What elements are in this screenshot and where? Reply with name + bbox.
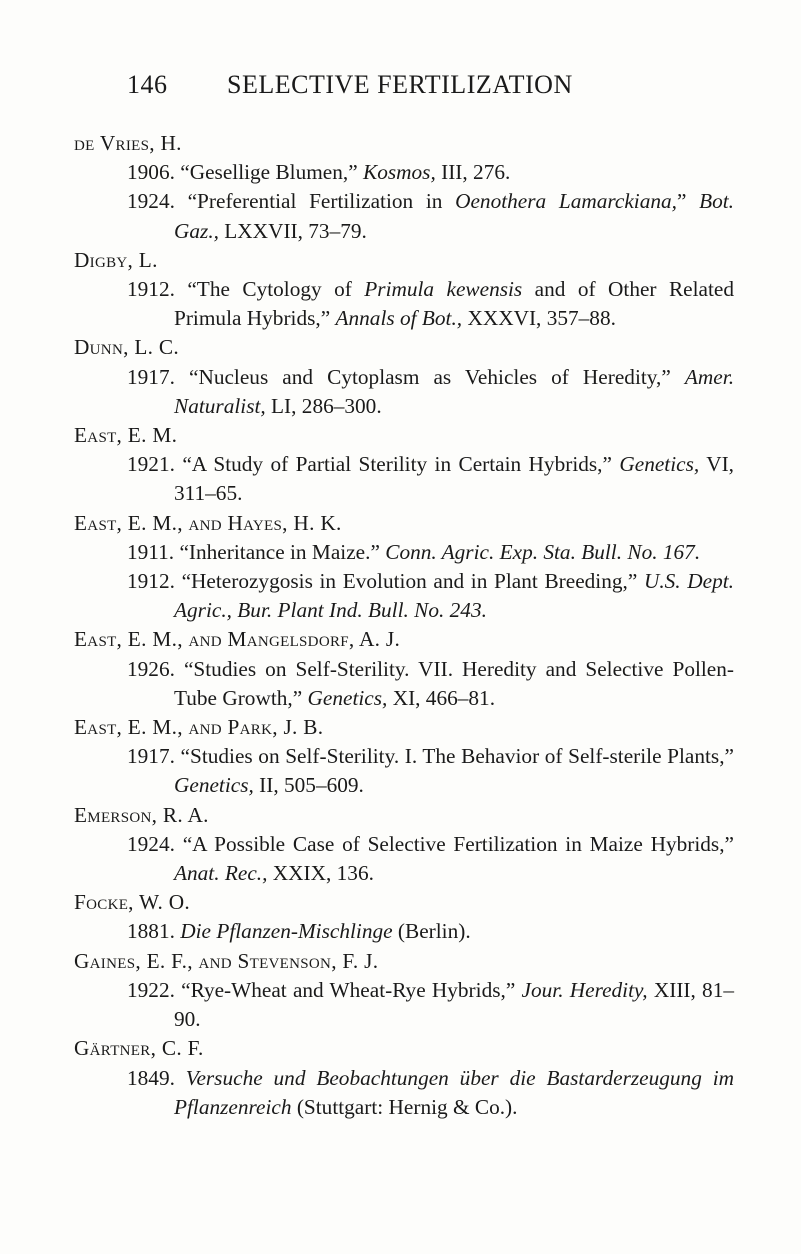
bibliography-entry: 1924. “A Possible Case of Selective Fertilization in Maize Hybrids,” Anat. Rec., XXIX, 136. [127, 831, 735, 886]
author-heading: East, E. M., and Park, J. B. [74, 715, 324, 740]
bibliography-entry: 1849. Versuche und Beobachtungen über die Bastarderzeugung im Pflanzenreich (Stuttgart: Hernig & Co.). [127, 1065, 734, 1119]
running-title: SELECTIVE FERTILIZATION [227, 70, 573, 99]
author-heading: Focke, W. O. [74, 890, 191, 915]
author-heading: East, E. M., and Mangelsdorf, A. J. [74, 627, 401, 652]
bibliography-entry: 1921. “A Study of Partial Sterility in Certain Hybrids,” Genetics, VI, 311–65. [127, 452, 734, 506]
bibliography-entry: 1924. “Preferential Fertilization in Oenothera Lamarckiana,” Bot. Gaz., LXXVII, 73–79. [127, 189, 735, 243]
author-heading: East, E. M., and Hayes, H. K. [74, 510, 342, 535]
bibliography-entry: 1926. “Studies on Self-Sterility. VII. Heredity and Selective Pollen-Tube Growth,” Genetics, XI, 466–81. [127, 656, 735, 710]
bibliography-entry: 1917. “Studies on Self-Sterility. I. The Behavior of Self-sterile Plants,” Genetics, II, 505–609. [127, 744, 734, 798]
running-head [127, 70, 727, 100]
bibliography-entry: 1911. “Inheritance in Maize.” Conn. Agric. Exp. Sta. Bull. No. 167. [127, 539, 701, 564]
bibliography-entry: 1906. “Gesellige Blumen,” Kosmos, III, 276. [127, 160, 511, 185]
bibliography-entry: 1912. “Heterozygosis in Evolution and in Plant Breeding,” U.S. Dept. Agric., Bur. Plant Ind. Bull. No. 243. [127, 569, 734, 623]
bibliography-entry: 1912. “The Cytology of Primula kewensis and of Other Related Primula Hybrids,” Annals of Bot., XXXVI, 357–88. [127, 277, 734, 331]
author-heading: de Vries, H. [74, 131, 182, 155]
page-number: 146 [127, 70, 168, 99]
bibliography-list [74, 129, 734, 1122]
author-heading: East, E. M. [74, 423, 178, 448]
author-heading: Digby, L. [74, 247, 158, 272]
author-heading: Gaines, E. F., and Stevenson, F. J. [74, 948, 379, 973]
bibliography-entry: 1917. “Nucleus and Cytoplasm as Vehicles of Heredity,” Amer. Naturalist, LI, 286–300. [127, 364, 735, 418]
bibliography-entry: 1922. “Rye-Wheat and Wheat-Rye Hybrids,” Jour. Heredity, XIII, 81–90. [127, 977, 734, 1032]
bibliography-entry: 1881. Die Pflanzen-Mischlinge (Berlin). [127, 919, 471, 944]
author-heading: Emerson, R. A. [74, 802, 209, 827]
author-heading: Gärtner, C. F. [74, 1036, 204, 1061]
author-heading: Dunn, L. C. [74, 335, 180, 360]
